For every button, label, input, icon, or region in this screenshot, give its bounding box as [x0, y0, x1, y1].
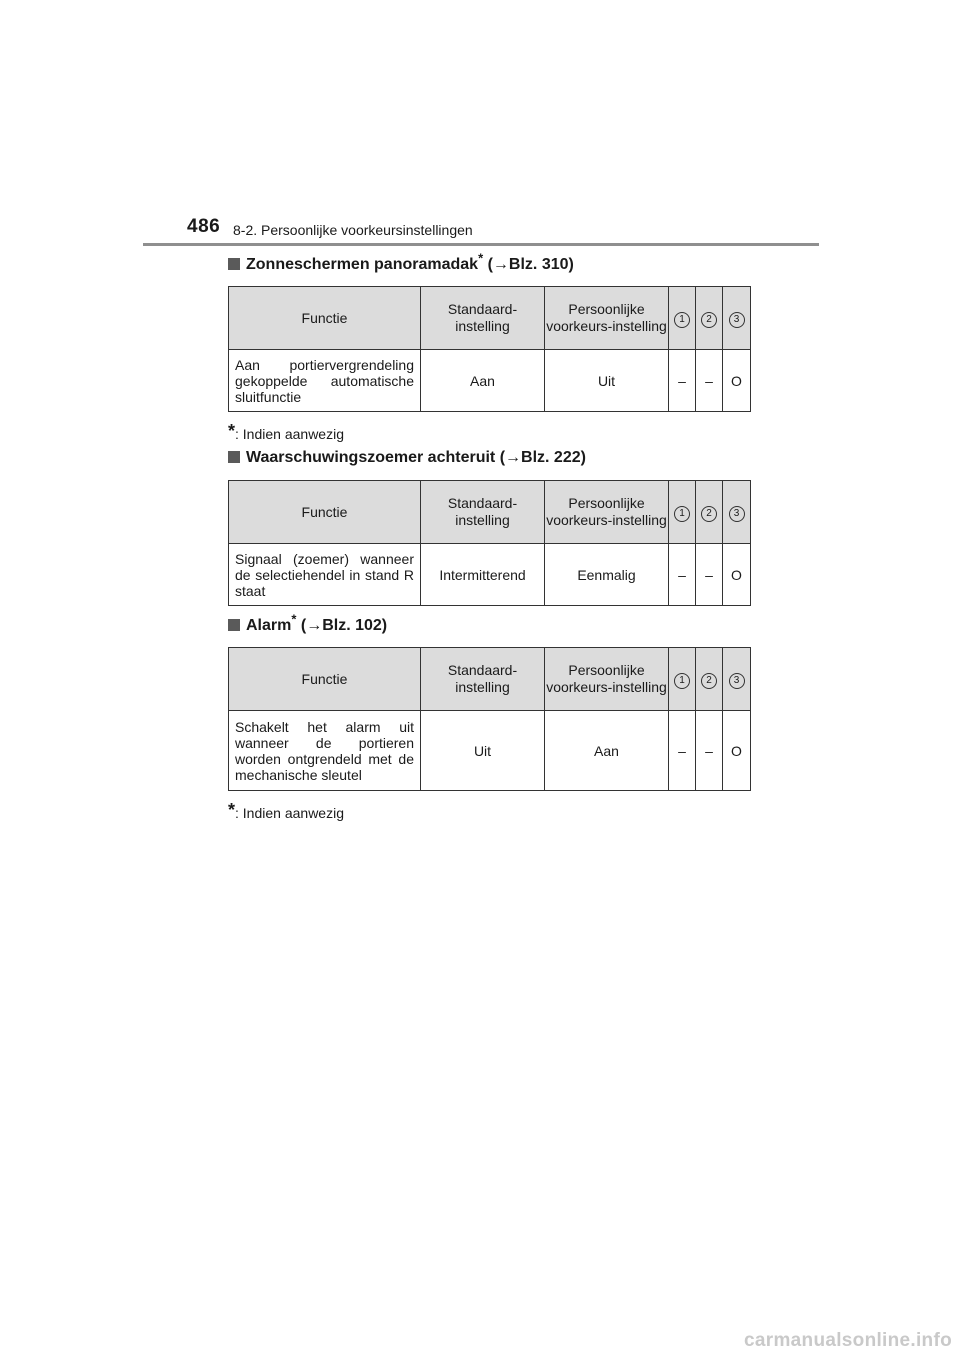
- default-cell: Uit: [421, 711, 545, 791]
- method-3-cell: O: [723, 544, 751, 606]
- table-row: [229, 711, 751, 791]
- section-title-sunshades: [228, 250, 574, 274]
- settings-table-sunshades: [228, 286, 751, 412]
- page-reference: (→Blz. 102): [300, 617, 388, 634]
- settings-table-alarm: [228, 647, 751, 791]
- section-title-text: Zonneschermen panoramadak: [246, 256, 479, 273]
- col-header-functie: Functie: [229, 648, 421, 711]
- footnote-marker: *: [291, 611, 297, 627]
- section-title-reverse-buzzer: [228, 449, 586, 467]
- method-2-cell: –: [696, 711, 723, 791]
- page-number: 486: [187, 216, 221, 237]
- table-row: [229, 350, 751, 412]
- watermark: carmanualsonline.info: [744, 1330, 952, 1351]
- personal-cell: Uit: [545, 350, 669, 412]
- page-reference: (→Blz. 310): [487, 256, 574, 273]
- col-header-standaard: Standaard-instelling: [421, 481, 545, 544]
- section-title-text: Alarm: [246, 617, 292, 634]
- page-reference: (→Blz. 222): [499, 449, 586, 466]
- table-header-row: [229, 648, 751, 711]
- circled-3-icon: 3: [729, 312, 745, 328]
- personal-cell: Aan: [545, 711, 669, 791]
- method-2-cell: –: [696, 350, 723, 412]
- table-header-row: [229, 481, 751, 544]
- footnote-2: [228, 800, 344, 821]
- table-header-row: [229, 287, 751, 350]
- default-cell: Intermitterend: [421, 544, 545, 606]
- col-header-standaard: Standaard-instelling: [421, 648, 545, 711]
- footnote-text: : Indien aanwezig: [235, 805, 344, 821]
- personal-cell: Eenmalig: [545, 544, 669, 606]
- table-row: [229, 544, 751, 606]
- feature-cell: Schakelt het alarm uit wanneer de portieren worden ontgrendeld met de mechanische sleutel: [229, 711, 421, 791]
- method-1-cell: –: [669, 711, 696, 791]
- footnote-marker: *: [478, 250, 484, 266]
- method-3-cell: O: [723, 350, 751, 412]
- col-header-persoonlijk: Persoonlijke voorkeurs-instelling: [545, 648, 669, 711]
- circled-2-icon: 2: [701, 673, 717, 689]
- col-header-method-1: [669, 287, 696, 350]
- header-rule: [143, 243, 819, 246]
- circled-1-icon: 1: [674, 312, 690, 328]
- settings-table-reverse-buzzer: [228, 480, 751, 606]
- col-header-standaard: Standaard-instelling: [421, 287, 545, 350]
- footnote-1: [228, 421, 344, 442]
- feature-cell: Signaal (zoemer) wanneer de selectiehendel in stand R staat: [229, 544, 421, 606]
- col-header-method-3: [723, 287, 751, 350]
- square-bullet-icon: [228, 451, 240, 463]
- col-header-persoonlijk: Persoonlijke voorkeurs-instelling: [545, 287, 669, 350]
- footnote-text: : Indien aanwezig: [235, 426, 344, 442]
- page-section-title: 8-2. Persoonlijke voorkeursinstellingen: [233, 222, 473, 238]
- col-header-method-2: [696, 287, 723, 350]
- col-header-method-1: [669, 648, 696, 711]
- footnote-star: *: [228, 800, 236, 820]
- method-1-cell: –: [669, 544, 696, 606]
- circled-3-icon: 3: [729, 673, 745, 689]
- method-2-cell: –: [696, 544, 723, 606]
- circled-3-icon: 3: [729, 506, 745, 522]
- square-bullet-icon: [228, 258, 240, 270]
- col-header-method-2: [696, 481, 723, 544]
- circled-2-icon: 2: [701, 506, 717, 522]
- feature-cell: Aan portiervergrendeling gekoppelde automatische sluitfunctie: [229, 350, 421, 412]
- col-header-method-2: [696, 648, 723, 711]
- col-header-method-3: [723, 481, 751, 544]
- default-cell: Aan: [421, 350, 545, 412]
- section-title-alarm: [228, 611, 388, 635]
- circled-2-icon: 2: [701, 312, 717, 328]
- col-header-functie: Functie: [229, 481, 421, 544]
- section-title-text: Waarschuwingszoemer achteruit: [246, 449, 496, 466]
- method-3-cell: O: [723, 711, 751, 791]
- circled-1-icon: 1: [674, 673, 690, 689]
- circled-1-icon: 1: [674, 506, 690, 522]
- col-header-method-1: [669, 481, 696, 544]
- col-header-functie: Functie: [229, 287, 421, 350]
- col-header-method-3: [723, 648, 751, 711]
- square-bullet-icon: [228, 619, 240, 631]
- footnote-star: *: [228, 421, 236, 441]
- col-header-persoonlijk: Persoonlijke voorkeurs-instelling: [545, 481, 669, 544]
- method-1-cell: –: [669, 350, 696, 412]
